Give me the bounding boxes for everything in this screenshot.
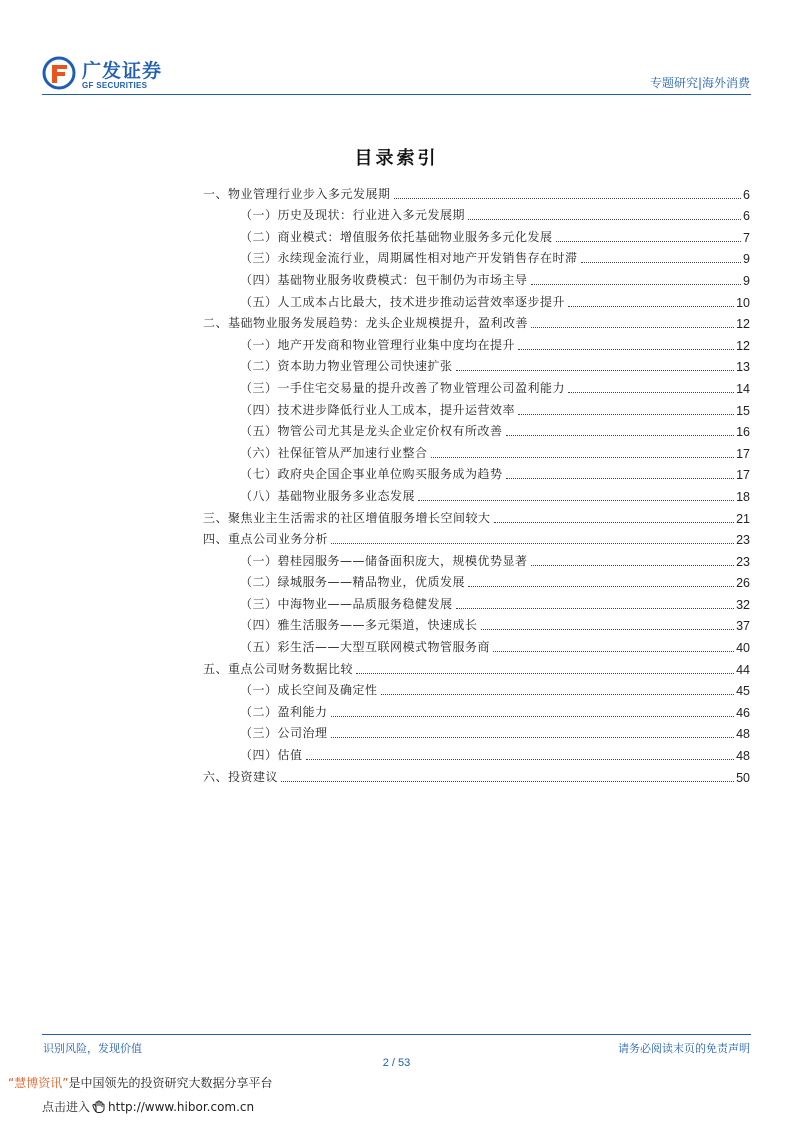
toc-entry-title: 二、基础物业服务发展趋势：龙头企业规模提升，盈利改善 xyxy=(203,316,529,331)
toc-entry-title: （三）公司治理 xyxy=(240,726,328,741)
watermark-prefix: 点击进入 xyxy=(42,1100,91,1114)
toc-dot-leader xyxy=(481,628,735,630)
toc-entry[interactable] xyxy=(203,633,750,655)
toc-entry[interactable] xyxy=(203,245,750,267)
toc-dot-leader xyxy=(331,715,735,717)
toc-dot-leader xyxy=(418,499,734,501)
toc-entry[interactable] xyxy=(203,504,750,526)
toc-entry[interactable] xyxy=(203,741,750,763)
toc-entry-title: （五）人工成本占比最大，技术进步推动运营效率逐步提升 xyxy=(240,294,566,309)
toc-dot-leader xyxy=(531,326,734,328)
toc-entry-page: 48 xyxy=(736,727,750,742)
toc-entry[interactable] xyxy=(203,331,750,353)
toc-entry-page: 10 xyxy=(736,295,750,310)
toc-entry[interactable] xyxy=(203,396,750,418)
toc-entry-page: 40 xyxy=(736,641,750,656)
toc-entry-page: 32 xyxy=(736,597,750,612)
toc-dot-leader xyxy=(456,369,735,371)
table-of-contents xyxy=(203,180,750,785)
toc-entry-title: （四）基础物业服务收费模式：包干制仍为市场主导 xyxy=(240,272,528,287)
toc-dot-leader xyxy=(306,758,735,760)
watermark-brand: “慧博资讯” xyxy=(8,1076,69,1090)
toc-entry[interactable] xyxy=(203,374,750,396)
gf-logo-mark-icon xyxy=(42,56,76,90)
toc-entry-title: （二）资本助力物业管理公司快速扩张 xyxy=(240,359,453,374)
toc-entry-title: （一）碧桂园服务——储备面积庞大，规模优势显著 xyxy=(240,553,528,568)
watermark-link-line[interactable] xyxy=(42,1098,254,1115)
toc-entry-page: 16 xyxy=(736,425,750,440)
toc-dot-leader xyxy=(456,607,735,609)
logo-chinese-name: 广发证券 xyxy=(82,60,163,82)
toc-entry[interactable] xyxy=(203,353,750,375)
toc-entry-title: （三）永续现金流行业，周期属性相对地产开发销售存在时滞 xyxy=(240,251,578,266)
footer-disclaimer-note: 请务必阅读末页的免责声明 xyxy=(618,1042,750,1055)
toc-entry[interactable] xyxy=(203,202,750,224)
page-number: 2 / 53 xyxy=(382,1057,411,1069)
toc-entry-page: 12 xyxy=(736,317,750,332)
toc-entry[interactable] xyxy=(203,482,750,504)
toc-entry[interactable] xyxy=(203,720,750,742)
toc-entry-title: （一）历史及现状：行业进入多元发展期 xyxy=(240,208,466,223)
toc-entry[interactable] xyxy=(203,590,750,612)
pointing-hand-icon xyxy=(90,1098,106,1114)
toc-entry-title: 四、重点公司业务分析 xyxy=(203,532,329,547)
toc-entry[interactable] xyxy=(203,612,750,634)
toc-entry-title: （一）地产开发商和物业管理行业集中度均在提升 xyxy=(240,337,516,352)
toc-entry-title: （六）社保征管从严加速行业整合 xyxy=(240,445,428,460)
toc-dot-leader xyxy=(518,413,734,415)
toc-entry-page: 6 xyxy=(743,187,750,202)
toc-entry[interactable] xyxy=(203,698,750,720)
toc-dot-leader xyxy=(494,521,735,523)
toc-dot-leader xyxy=(506,477,735,479)
report-type-label: 专题研究|海外消费 xyxy=(649,76,750,90)
toc-entry[interactable] xyxy=(203,461,750,483)
footer-divider xyxy=(42,1034,751,1035)
toc-entry[interactable] xyxy=(203,223,750,245)
toc-dot-leader xyxy=(493,650,734,652)
toc-dot-leader xyxy=(431,456,735,458)
toc-dot-leader xyxy=(331,542,734,544)
toc-entry-page: 37 xyxy=(736,619,750,634)
toc-dot-leader xyxy=(556,240,742,242)
toc-entry-title: 一、物业管理行业步入多元发展期 xyxy=(203,186,391,201)
toc-entry-page: 45 xyxy=(736,684,750,699)
toc-entry[interactable] xyxy=(203,655,750,677)
toc-entry-page: 46 xyxy=(736,705,750,720)
toc-dot-leader xyxy=(468,218,741,220)
toc-entry-title: （四）估值 xyxy=(240,748,303,763)
toc-entry-title: 五、重点公司财务数据比较 xyxy=(203,661,354,676)
toc-entry-page: 17 xyxy=(736,468,750,483)
toc-entry[interactable] xyxy=(203,439,750,461)
toc-entry-title: （四）技术进步降低行业人工成本，提升运营效率 xyxy=(240,402,516,417)
toc-entry-page: 48 xyxy=(736,749,750,764)
toc-entry-title: 三、聚焦业主生活需求的社区增值服务增长空间较大 xyxy=(203,510,491,525)
toc-title: 目录索引 xyxy=(354,148,439,169)
toc-entry-page: 23 xyxy=(736,554,750,569)
toc-entry-title: （七）政府央企国企事业单位购买服务成为趋势 xyxy=(240,467,503,482)
toc-entry-title: （三）一手住宅交易量的提升改善了物业管理公司盈利能力 xyxy=(240,380,566,395)
toc-entry[interactable] xyxy=(203,266,750,288)
toc-entry[interactable] xyxy=(203,569,750,591)
toc-entry[interactable] xyxy=(203,547,750,569)
toc-entry-title: （四）雅生活服务——多元渠道，快速成长 xyxy=(240,618,478,633)
watermark-tagline: 是中国领先的投资研究大数据分享平台 xyxy=(68,1076,273,1090)
header-divider xyxy=(42,94,751,95)
toc-entry[interactable] xyxy=(203,526,750,548)
toc-entry[interactable] xyxy=(203,677,750,699)
toc-entry-title: 六、投资建议 xyxy=(203,769,279,784)
gf-securities-logo xyxy=(42,54,182,94)
toc-entry-page: 7 xyxy=(743,230,750,245)
toc-entry-page: 44 xyxy=(736,662,750,677)
toc-entry-page: 12 xyxy=(736,338,750,353)
toc-entry-page: 15 xyxy=(736,403,750,418)
toc-entry[interactable] xyxy=(203,418,750,440)
toc-entry-title: （三）中海物业——品质服务稳健发展 xyxy=(240,596,453,611)
toc-entry-title: （二）商业模式：增值服务依托基础物业服务多元化发展 xyxy=(240,229,553,244)
toc-dot-leader xyxy=(531,283,742,285)
toc-entry-page: 50 xyxy=(736,770,750,785)
toc-entry[interactable] xyxy=(203,180,750,202)
toc-dot-leader xyxy=(568,391,734,393)
toc-dot-leader xyxy=(394,197,742,199)
toc-entry-title: （二）盈利能力 xyxy=(240,704,328,719)
toc-entry-page: 13 xyxy=(736,360,750,375)
toc-entry-page: 6 xyxy=(743,209,750,224)
toc-entry[interactable] xyxy=(203,763,750,785)
toc-entry-title: （一）成长空间及确定性 xyxy=(240,683,378,698)
toc-dot-leader xyxy=(506,434,735,436)
toc-dot-leader xyxy=(381,693,735,695)
toc-entry-page: 26 xyxy=(736,576,750,591)
toc-entry-page: 18 xyxy=(736,489,750,504)
toc-entry-page: 21 xyxy=(736,511,750,526)
toc-dot-leader xyxy=(331,736,735,738)
watermark-line xyxy=(8,1074,272,1091)
logo-english-name: GF SECURITIES xyxy=(82,81,148,90)
toc-entry-title: （五）彩生活——大型互联网模式物管服务商 xyxy=(240,640,491,655)
watermark-url-link[interactable]: http://www.hibor.com.cn xyxy=(108,1100,255,1114)
toc-dot-leader xyxy=(518,348,734,350)
toc-dot-leader xyxy=(356,672,734,674)
toc-dot-leader xyxy=(568,305,734,307)
toc-entry-page: 9 xyxy=(743,252,750,267)
toc-dot-leader xyxy=(531,564,735,566)
toc-entry[interactable] xyxy=(203,310,750,332)
toc-entry-page: 9 xyxy=(743,273,750,288)
toc-entry[interactable] xyxy=(203,288,750,310)
toc-entry-title: （五）物管公司尤其是龙头企业定价权有所改善 xyxy=(240,424,503,439)
toc-entry-title: （二）绿城服务——精品物业，优质发展 xyxy=(240,575,466,590)
toc-entry-page: 23 xyxy=(736,533,750,548)
toc-entry-title: （八）基础物业服务多业态发展 xyxy=(240,488,416,503)
toc-entry-page: 14 xyxy=(736,381,750,396)
toc-entry-page: 17 xyxy=(736,446,750,461)
toc-dot-leader xyxy=(468,585,734,587)
toc-dot-leader xyxy=(281,780,734,782)
toc-dot-leader xyxy=(581,261,742,263)
footer-slogan: 识别风险，发现价值 xyxy=(43,1042,142,1055)
